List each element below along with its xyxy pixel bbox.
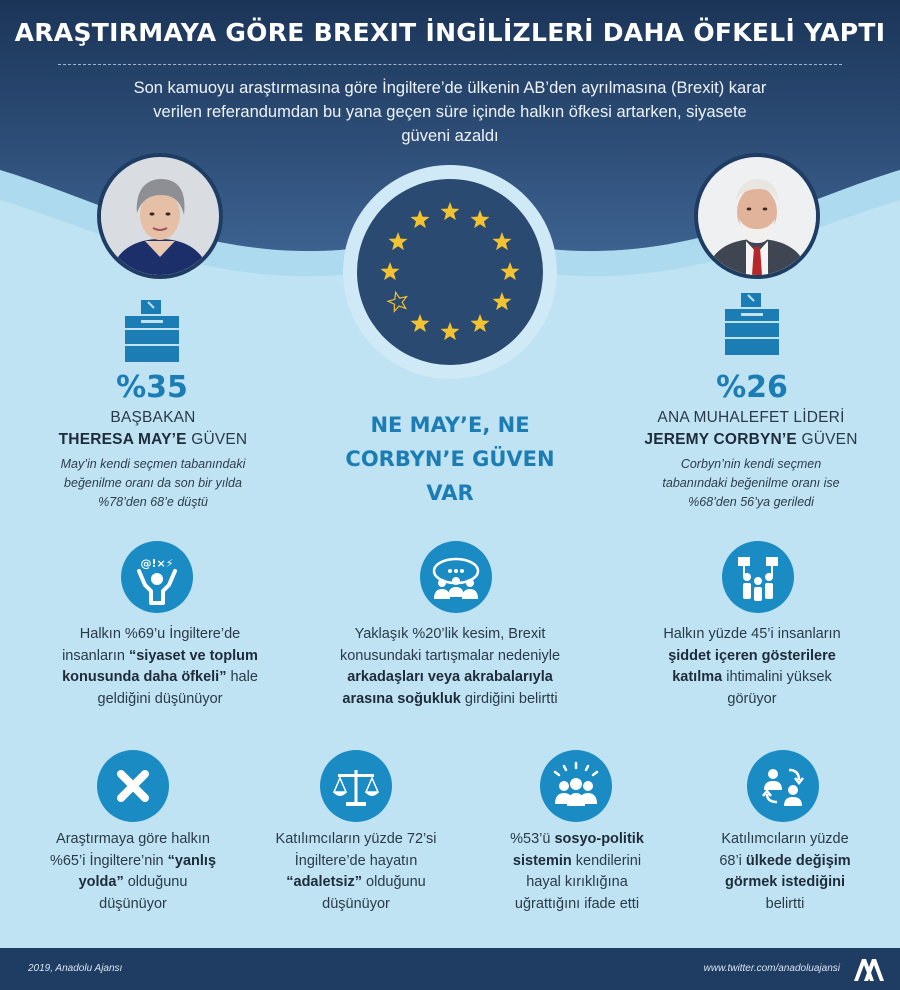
fact-emphasis: sosyo-politik bbox=[554, 831, 644, 847]
subtitle-line: Son kamuoyu araştırmasına göre İngiltere’de ülkenin AB’den ayrılmasına (Brexit) karar bbox=[133, 79, 767, 97]
may-trust-percent: %35 bbox=[116, 370, 188, 405]
fact-line bbox=[690, 872, 880, 894]
fact-line: Araştırmaya göre halkın bbox=[56, 831, 210, 847]
fact-line: Yaklaşık %20’lik kesim, Brexit bbox=[354, 626, 546, 642]
fact-line: İngiltere’de hayatın bbox=[294, 852, 418, 869]
copyright-text: 2019, Anadolu Ajansı bbox=[28, 963, 123, 974]
fact-emphasis: konusunda daha öfkeli” bbox=[62, 669, 227, 685]
fact-emphasis: katılma bbox=[672, 669, 723, 685]
fact-emphasis: “adaletsiz” bbox=[286, 874, 363, 890]
anadolu-ajansi-logo-icon bbox=[852, 955, 884, 983]
fact-protests bbox=[620, 624, 884, 710]
note-line: %78’den 68’e düştü bbox=[98, 495, 208, 509]
fact-line: Katılımcıların yüzde 72’si bbox=[275, 831, 437, 847]
fact-emphasis: arkadaşları veya akrabalarıyla bbox=[347, 669, 553, 685]
jeremy-corbyn-photo bbox=[694, 153, 820, 279]
may-role bbox=[30, 407, 276, 451]
note-line: beğenilme oranı da son bir yılda bbox=[64, 476, 242, 490]
fact-line: görüyor bbox=[727, 690, 777, 707]
portrait-illustration bbox=[698, 157, 816, 275]
fact-text: %65’i İngiltere’nin bbox=[49, 852, 168, 869]
fact-relations bbox=[318, 624, 582, 710]
fact-wrong-direction bbox=[22, 829, 244, 915]
fact-line: konusundaki tartışmalar nedeniyle bbox=[339, 647, 561, 664]
may-role-title: BAŞBAKAN bbox=[110, 409, 196, 426]
fact-text: ihtimalini yüksek bbox=[722, 669, 832, 685]
fact-disappointment bbox=[478, 829, 676, 915]
fact-text: olduğunu bbox=[362, 874, 426, 890]
fact-line bbox=[30, 646, 290, 668]
fact-text: kendilerini bbox=[571, 852, 642, 869]
subtitle-line: güveni azaldı bbox=[401, 127, 499, 145]
ballot-box-icon bbox=[721, 289, 783, 359]
exchange-people-icon bbox=[747, 750, 819, 822]
fact-change bbox=[690, 829, 880, 915]
center-headline bbox=[320, 408, 580, 510]
fact-emphasis: “yanlış bbox=[167, 852, 217, 869]
fact-emphasis: “siyaset ve toplum bbox=[128, 647, 258, 664]
corbyn-trust-percent: %26 bbox=[716, 370, 788, 405]
scales-icon bbox=[320, 750, 392, 822]
may-note bbox=[30, 455, 276, 512]
group-icon bbox=[540, 750, 612, 822]
fact-line: düşünüyor bbox=[99, 895, 167, 912]
people-chat-icon bbox=[420, 541, 492, 613]
may-name: THERESA MAY’E bbox=[58, 431, 187, 448]
fact-text: olduğunu bbox=[123, 874, 188, 890]
fact-emphasis: arasına soğukluk bbox=[342, 690, 461, 707]
note-line: tabanındaki beğenilme oranı ise bbox=[662, 476, 840, 490]
theresa-may-photo bbox=[97, 153, 223, 279]
fact-line: düşünüyor bbox=[322, 895, 390, 912]
page-title: ARAŞTIRMAYA GÖRE BREXIT İNGİLİZLERİ DAHA ÖFKELİ YAPTI bbox=[14, 18, 886, 47]
corbyn-note bbox=[630, 455, 872, 512]
headline-line: NE MAY’E, NE bbox=[370, 413, 530, 437]
fact-text: 68’i bbox=[719, 852, 746, 869]
fact-text: %53’ü bbox=[510, 831, 555, 847]
note-line: May’in kendi seçmen tabanındaki bbox=[60, 457, 246, 471]
trust-word: GÜVEN bbox=[796, 431, 858, 448]
corbyn-trust-line bbox=[620, 429, 882, 451]
fact-text: hale bbox=[226, 669, 258, 685]
logo-text: AA bbox=[852, 955, 854, 956]
corbyn-role bbox=[620, 407, 882, 451]
fact-line: Halkın %69’u İngiltere’de bbox=[79, 626, 241, 642]
fact-line: belirtti bbox=[765, 895, 805, 912]
fact-line bbox=[22, 872, 244, 894]
fact-line bbox=[252, 872, 460, 894]
x-mark-icon bbox=[97, 750, 169, 822]
protest-icon bbox=[722, 541, 794, 613]
twitter-link[interactable]: www.twitter.com/anadoluajansi bbox=[703, 963, 840, 974]
page-subtitle bbox=[110, 76, 790, 148]
angry-person-icon bbox=[121, 541, 193, 613]
subtitle-line: verilen referandumdan bu yana geçen süre içinde halkın öfkesi artarken, siyasete bbox=[153, 103, 747, 121]
fact-emphasis: görmek istediğini bbox=[724, 874, 846, 890]
title-divider bbox=[58, 64, 842, 65]
fact-line bbox=[30, 667, 290, 689]
fact-text: insanların bbox=[62, 647, 129, 664]
fact-unfair bbox=[252, 829, 460, 915]
portrait-illustration bbox=[101, 157, 219, 275]
fact-emphasis: şiddet içeren gösterilere bbox=[668, 647, 836, 664]
trust-word: GÜVEN bbox=[186, 431, 248, 448]
fact-line: Halkın yüzde 45’i insanların bbox=[663, 626, 841, 642]
fact-line bbox=[478, 851, 676, 873]
svg-text:@!×⚡: @!×⚡ bbox=[140, 557, 174, 570]
eu-flag-icon bbox=[357, 179, 543, 365]
fact-line bbox=[620, 667, 884, 689]
note-line: Corbyn’nin kendi seçmen bbox=[680, 457, 822, 471]
ballot-box-icon bbox=[121, 296, 183, 366]
corbyn-name: JEREMY CORBYN’E bbox=[644, 431, 797, 448]
fact-line: hayal kırıklığına bbox=[526, 874, 628, 890]
fact-line bbox=[620, 646, 884, 668]
headline-line: VAR bbox=[426, 481, 474, 505]
fact-line bbox=[318, 689, 582, 711]
fact-text: girdiğini belirtti bbox=[460, 690, 558, 707]
fact-line: uğrattığını ifade etti bbox=[514, 895, 640, 912]
fact-line: geldiğini düşünüyor bbox=[97, 690, 223, 707]
fact-emphasis: sistemin bbox=[512, 852, 572, 869]
fact-line bbox=[318, 667, 582, 689]
may-trust-line bbox=[30, 429, 276, 451]
fact-line bbox=[690, 851, 880, 873]
footer-bar bbox=[0, 948, 900, 990]
fact-anger bbox=[30, 624, 290, 710]
fact-emphasis: ülkede değişim bbox=[745, 852, 851, 869]
fact-line: Katılımcıların yüzde bbox=[721, 831, 849, 847]
fact-line bbox=[22, 851, 244, 873]
headline-line: CORBYN’E GÜVEN bbox=[345, 447, 555, 471]
fact-line bbox=[478, 829, 676, 851]
corbyn-role-title: ANA MUHALEFET LİDERİ bbox=[657, 409, 845, 426]
fact-emphasis: yolda” bbox=[78, 874, 124, 890]
note-line: %68’den 56’ya geriledi bbox=[688, 495, 814, 509]
